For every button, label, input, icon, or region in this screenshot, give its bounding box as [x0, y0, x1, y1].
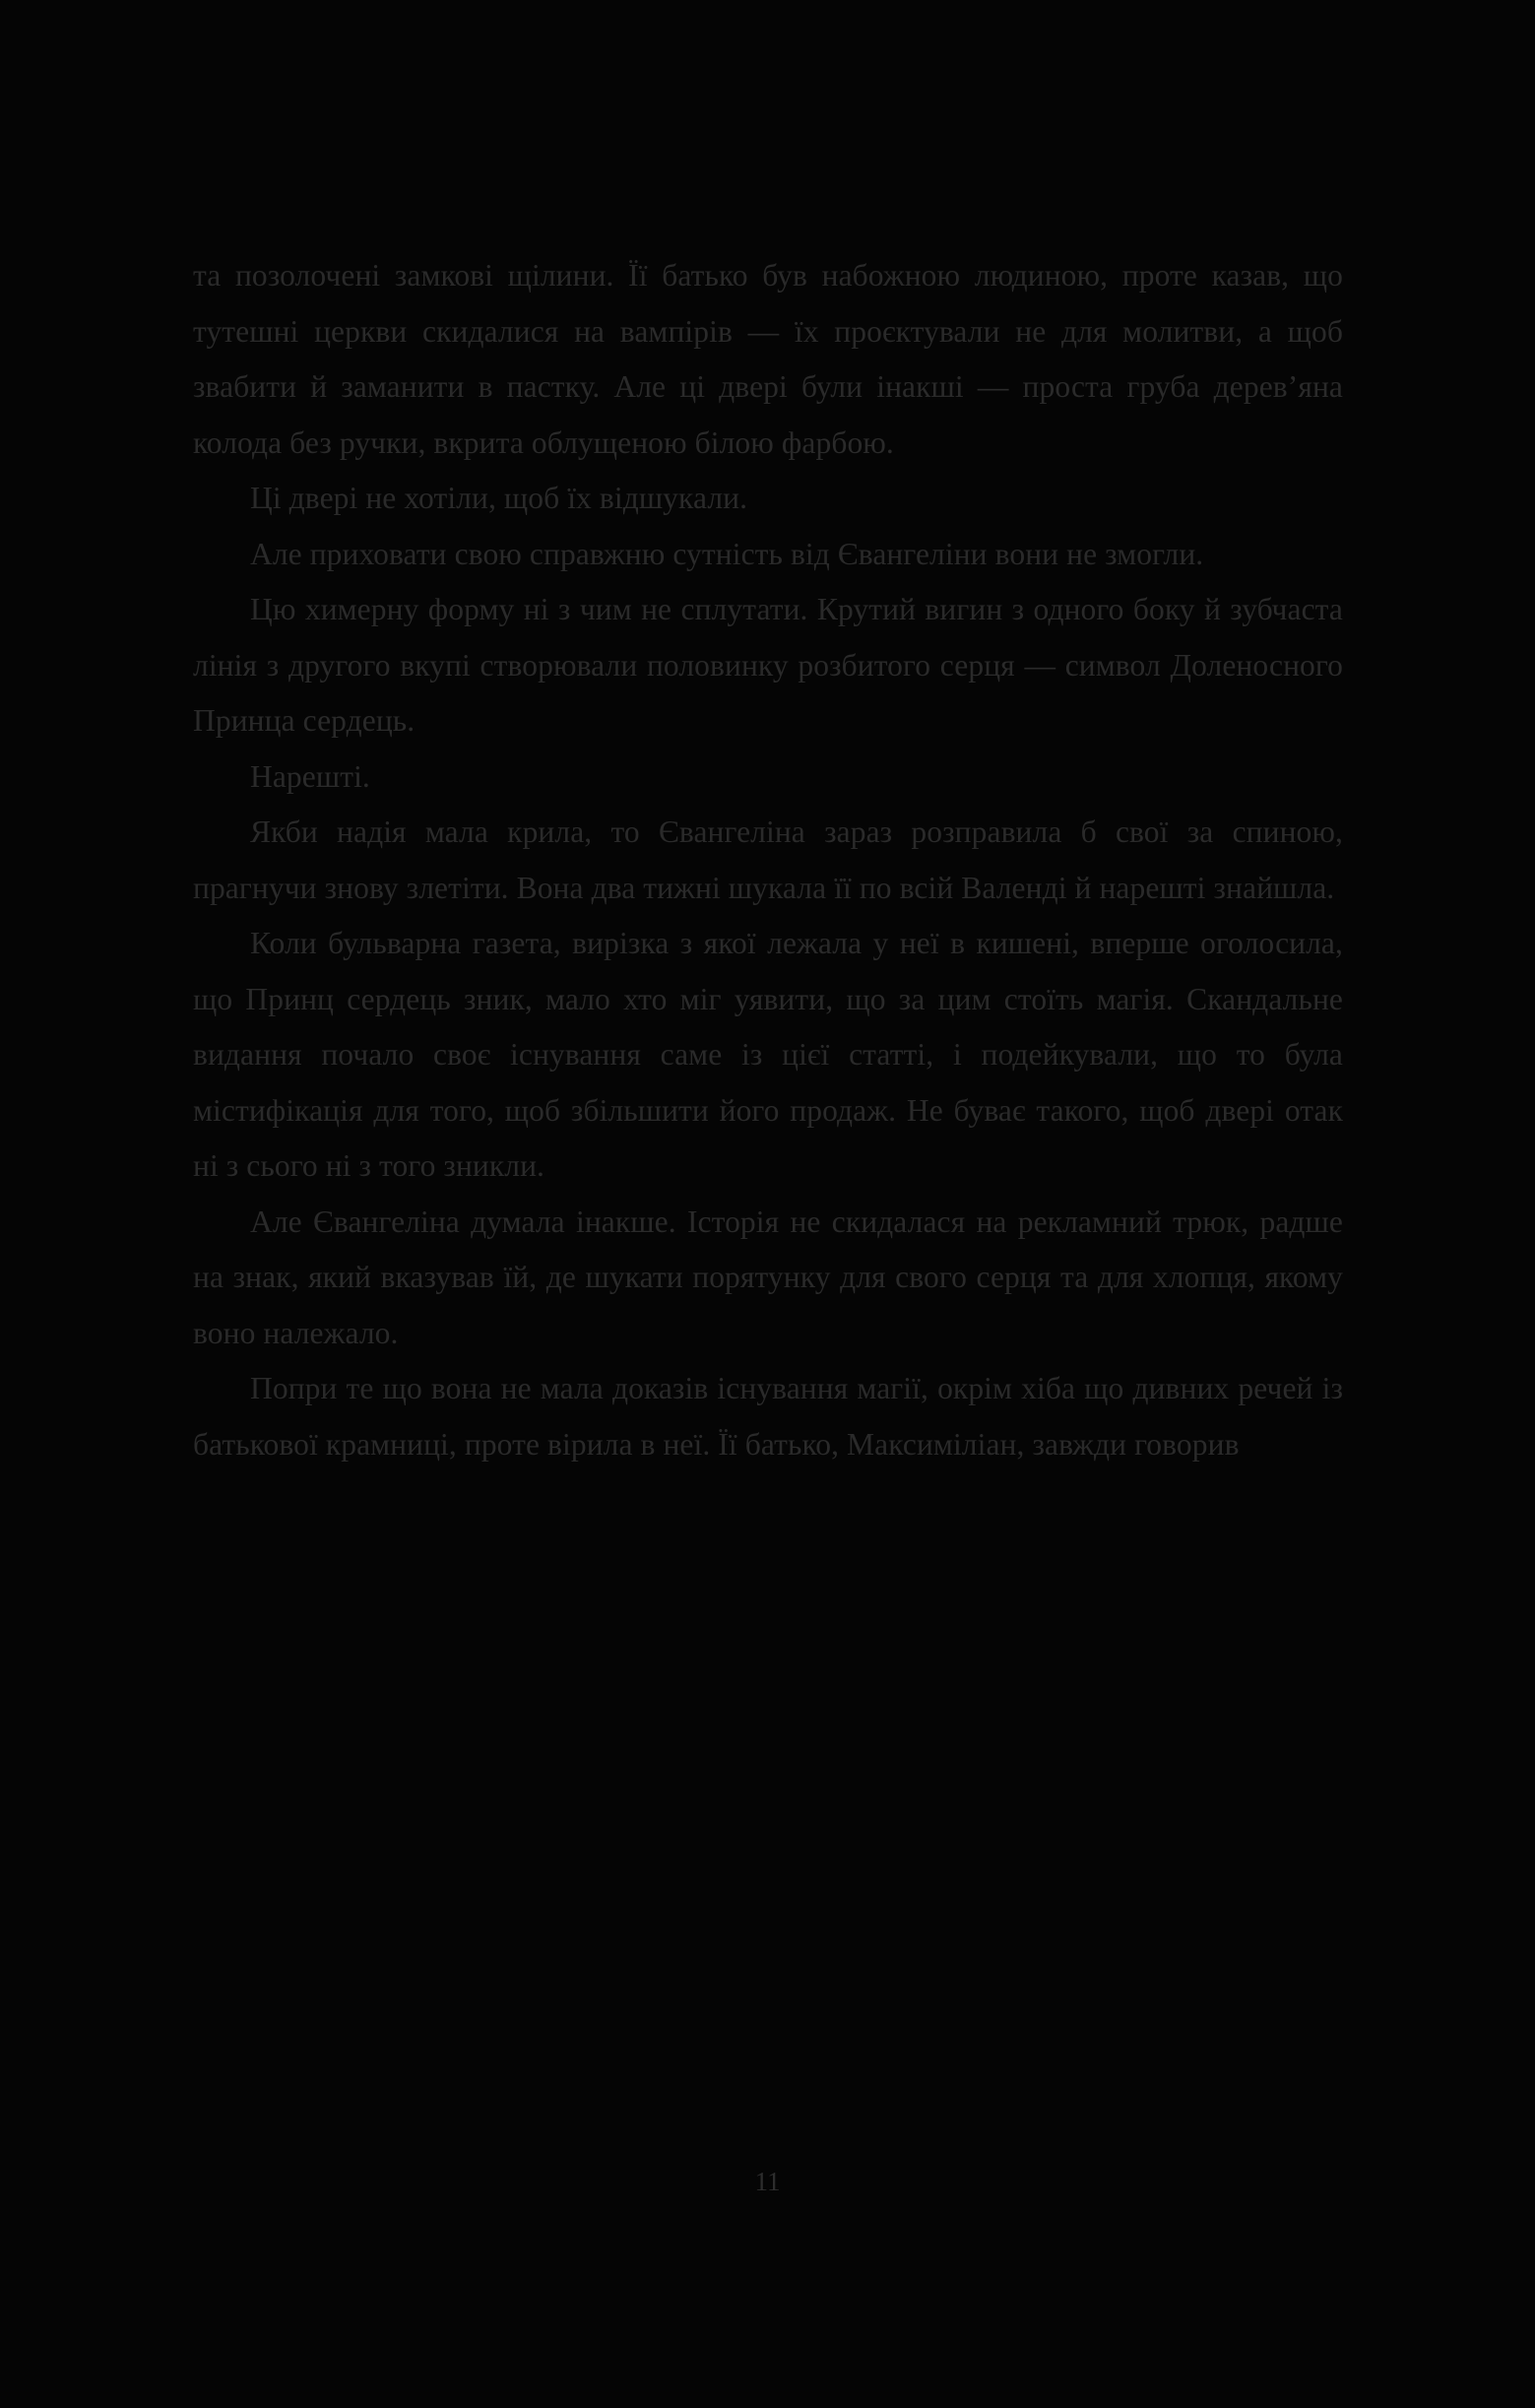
page-body-text	[193, 248, 1343, 1472]
paragraph-9: Попри те що вона не мала доказів існування магії, окрім хіба що дивних речей із батькової крамниці, проте вірила в неї. Її батько, Максиміліан, завжди говорив	[193, 1371, 1343, 1462]
paragraph-2: Ці двері не хотіли, щоб їх відшукали.	[250, 481, 748, 515]
paragraph-6: Якби надія мала крила, то Євангеліна зараз розправила б свої за спиною, прагнучи знову злетіти. Вона два тижні шукала її по всій Валенді й нарешті знайшла.	[193, 814, 1343, 905]
paragraph-4: Цю химерну форму ні з чим не сплутати. Крутий вигин з одного боку й зубчаста лінія з другого вкупі створювали половинку розбитого серця — символ Доленосного Принца сердець.	[193, 592, 1343, 738]
page-number: 11	[754, 2167, 781, 2196]
paragraph-3: Але приховати свою справжню сутність від Євангеліни вони не змогли.	[250, 536, 1204, 571]
paragraph-1: та позолочені замкові щілини. Її батько був набожною людиною, проте казав, що тутешні церкви скидалися на вампірів — їх проєктували не для молитви, а щоб звабити й заманити в пастку. Але ці двері були інакші — проста груба дерев’яна колода без ручки, вкрита облущеною білою фарбою.	[193, 258, 1343, 460]
paragraph-7: Коли бульварна газета, вирізка з якої лежала у неї в кишені, вперше оголосила, що Принц сердець зник, мало хто міг уявити, що за цим стоїть магія. Скандальне видання почало своє існування саме із цієї статті, і подейкували, що то була містифікація для того, щоб збільшити його продаж. Не буває такого, щоб двері отак ні з сього ні з того зникли.	[193, 926, 1343, 1183]
paragraph-8: Але Євангеліна думала інакше. Історія не скидалася на рекламний трюк, радше на знак, який вказував їй, де шукати порятунку для свого серця та для хлопця, якому воно належало.	[193, 1204, 1343, 1350]
paragraph-5-emphasis: Нарешті.	[250, 758, 370, 794]
